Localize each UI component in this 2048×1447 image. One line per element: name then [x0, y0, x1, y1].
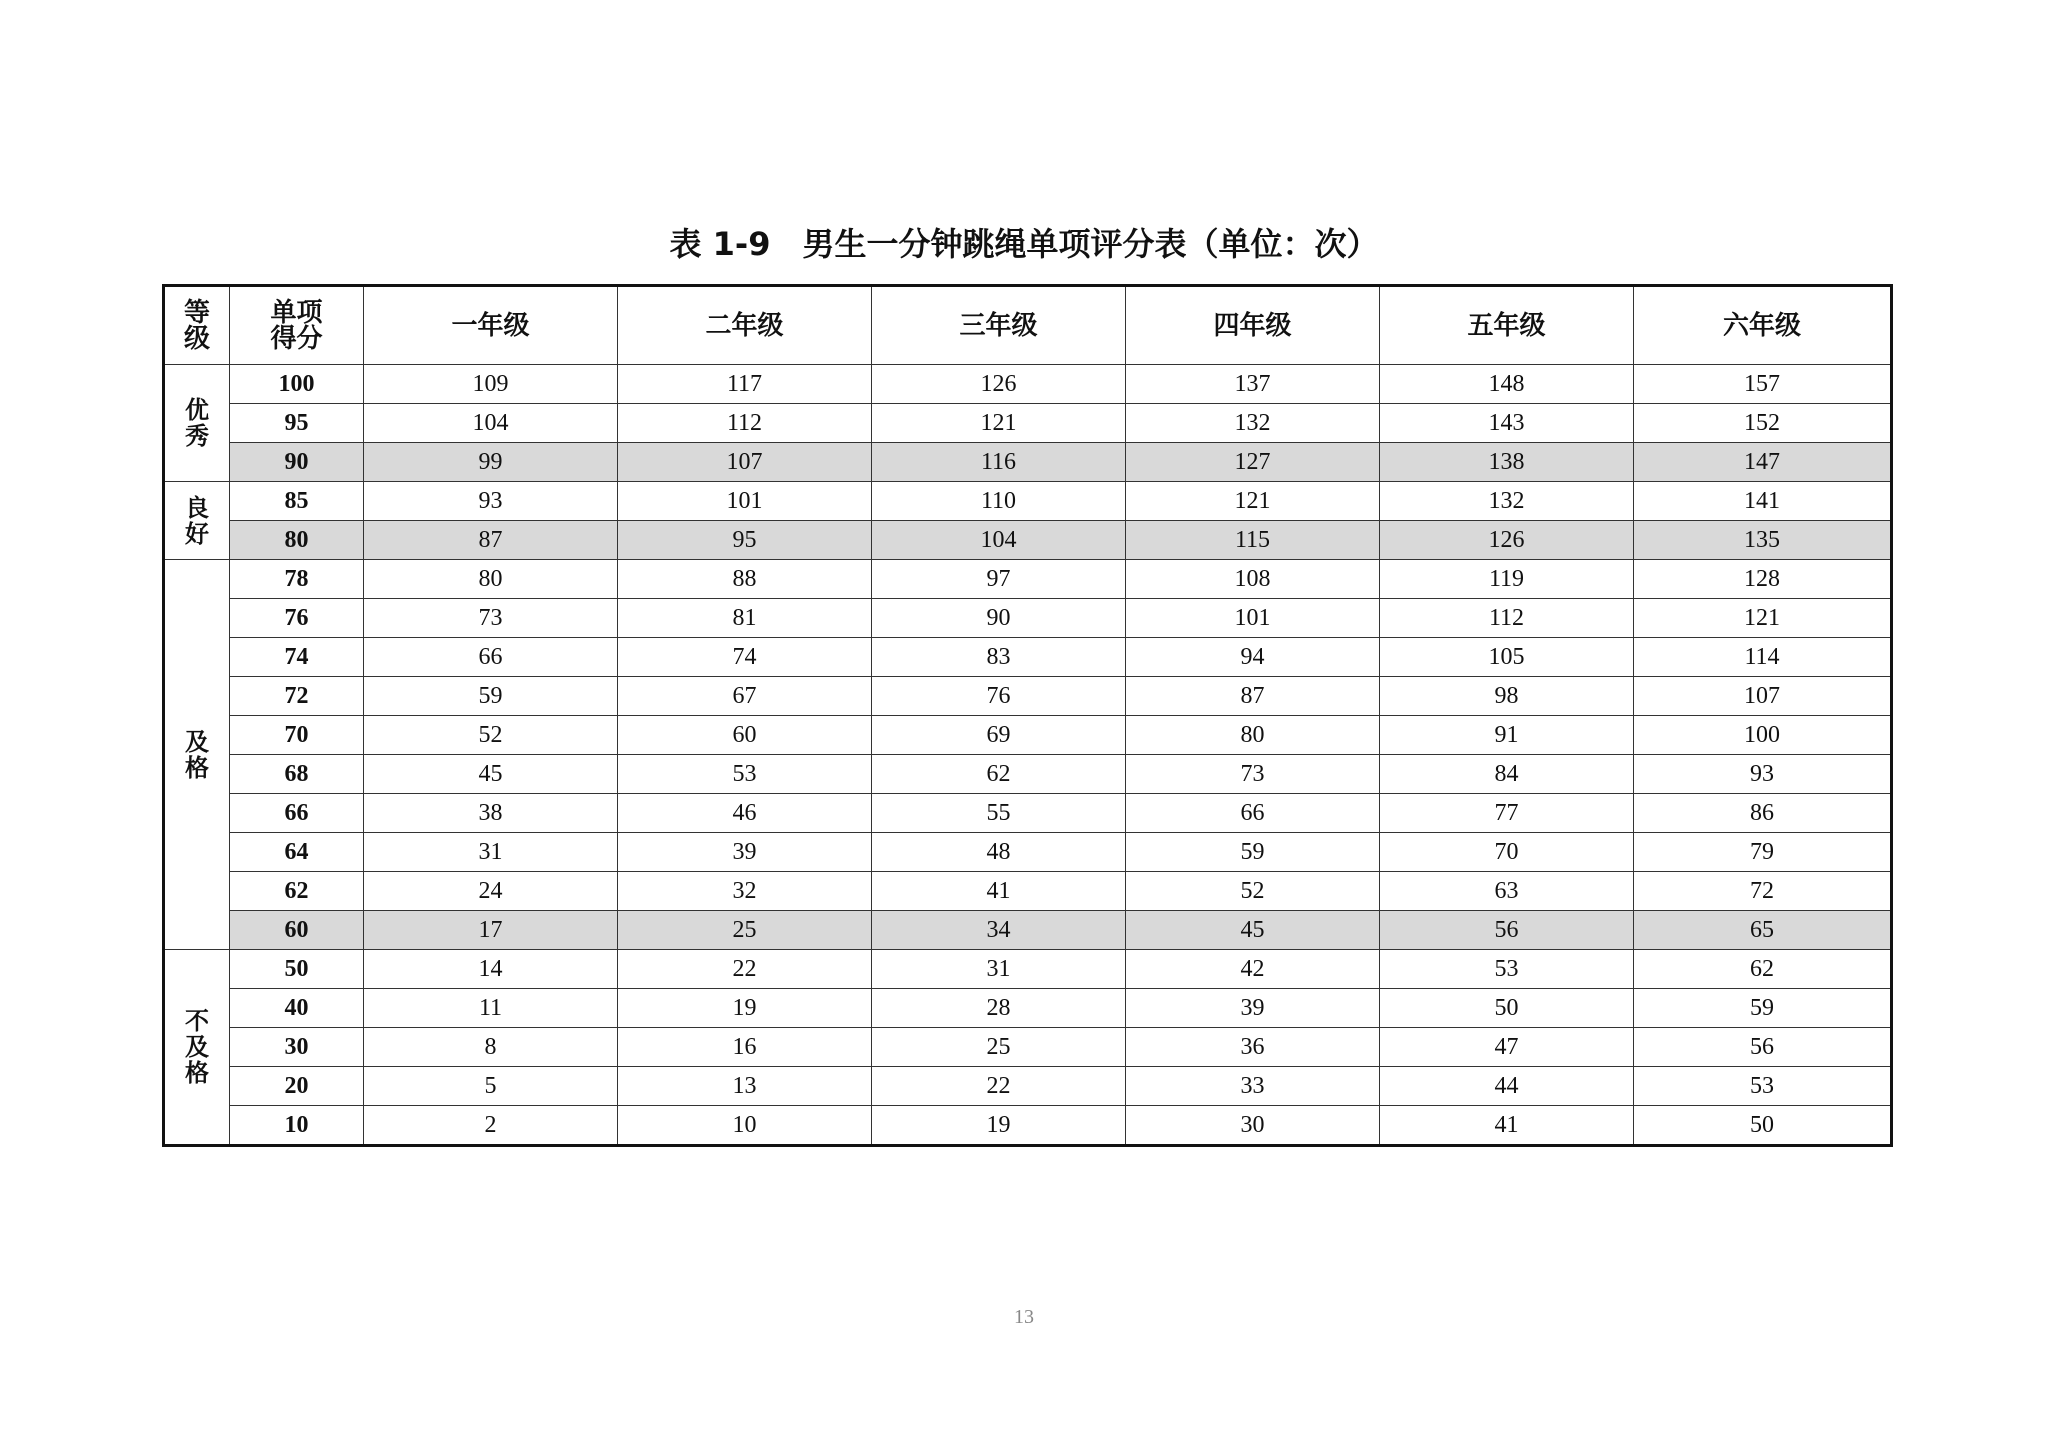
table-row	[164, 794, 1892, 833]
value-cell: 95	[618, 521, 872, 560]
value-cell: 132	[1126, 404, 1380, 443]
value-cell: 147	[1634, 443, 1892, 482]
value-cell: 11	[364, 989, 618, 1028]
value-cell: 112	[1380, 599, 1634, 638]
score-cell: 72	[230, 677, 364, 716]
table-row	[164, 872, 1892, 911]
value-cell: 141	[1634, 482, 1892, 521]
value-cell: 148	[1380, 365, 1634, 404]
value-cell: 53	[618, 755, 872, 794]
value-cell: 91	[1380, 716, 1634, 755]
value-cell: 127	[1126, 443, 1380, 482]
value-cell: 36	[1126, 1028, 1380, 1067]
value-cell: 80	[1126, 716, 1380, 755]
value-cell: 14	[364, 950, 618, 989]
score-cell: 76	[230, 599, 364, 638]
value-cell: 67	[618, 677, 872, 716]
grade-level-cell: 及 格	[164, 560, 230, 950]
value-cell: 44	[1380, 1067, 1634, 1106]
value-cell: 77	[1380, 794, 1634, 833]
value-cell: 80	[364, 560, 618, 599]
value-cell: 98	[1380, 677, 1634, 716]
value-cell: 107	[618, 443, 872, 482]
value-cell: 52	[364, 716, 618, 755]
score-cell: 30	[230, 1028, 364, 1067]
value-cell: 62	[872, 755, 1126, 794]
table-body	[164, 365, 1892, 1146]
value-cell: 60	[618, 716, 872, 755]
score-cell: 68	[230, 755, 364, 794]
value-cell: 104	[364, 404, 618, 443]
value-cell: 116	[872, 443, 1126, 482]
table-row	[164, 560, 1892, 599]
value-cell: 97	[872, 560, 1126, 599]
value-cell: 65	[1634, 911, 1892, 950]
value-cell: 16	[618, 1028, 872, 1067]
value-cell: 73	[1126, 755, 1380, 794]
score-cell: 95	[230, 404, 364, 443]
value-cell: 101	[1126, 599, 1380, 638]
value-cell: 90	[872, 599, 1126, 638]
value-cell: 33	[1126, 1067, 1380, 1106]
value-cell: 39	[618, 833, 872, 872]
value-cell: 87	[364, 521, 618, 560]
value-cell: 121	[1126, 482, 1380, 521]
page-number: 13	[1014, 1306, 1034, 1328]
value-cell: 8	[364, 1028, 618, 1067]
value-cell: 41	[872, 872, 1126, 911]
header-grade: 等 级	[164, 286, 230, 365]
table-row	[164, 989, 1892, 1028]
table-row	[164, 365, 1892, 404]
value-cell: 112	[618, 404, 872, 443]
header-grade-6: 六年级	[1634, 286, 1892, 365]
value-cell: 79	[1634, 833, 1892, 872]
value-cell: 53	[1380, 950, 1634, 989]
value-cell: 22	[872, 1067, 1126, 1106]
value-cell: 39	[1126, 989, 1380, 1028]
value-cell: 17	[364, 911, 618, 950]
value-cell: 50	[1380, 989, 1634, 1028]
value-cell: 76	[872, 677, 1126, 716]
value-cell: 31	[364, 833, 618, 872]
grade-level-cell: 良 好	[164, 482, 230, 560]
table-row	[164, 521, 1892, 560]
value-cell: 137	[1126, 365, 1380, 404]
score-cell: 64	[230, 833, 364, 872]
value-cell: 99	[364, 443, 618, 482]
value-cell: 108	[1126, 560, 1380, 599]
value-cell: 70	[1380, 833, 1634, 872]
value-cell: 19	[872, 1106, 1126, 1146]
value-cell: 5	[364, 1067, 618, 1106]
value-cell: 101	[618, 482, 872, 521]
value-cell: 138	[1380, 443, 1634, 482]
value-cell: 13	[618, 1067, 872, 1106]
value-cell: 2	[364, 1106, 618, 1146]
value-cell: 84	[1380, 755, 1634, 794]
value-cell: 46	[618, 794, 872, 833]
value-cell: 100	[1634, 716, 1892, 755]
table-row	[164, 599, 1892, 638]
score-cell: 62	[230, 872, 364, 911]
value-cell: 93	[1634, 755, 1892, 794]
score-cell: 85	[230, 482, 364, 521]
table-row	[164, 482, 1892, 521]
value-cell: 86	[1634, 794, 1892, 833]
table-row	[164, 1106, 1892, 1146]
value-cell: 10	[618, 1106, 872, 1146]
value-cell: 30	[1126, 1106, 1380, 1146]
table-row	[164, 404, 1892, 443]
value-cell: 119	[1380, 560, 1634, 599]
table-row	[164, 443, 1892, 482]
header-row	[164, 286, 1892, 365]
value-cell: 59	[364, 677, 618, 716]
value-cell: 22	[618, 950, 872, 989]
score-cell: 60	[230, 911, 364, 950]
value-cell: 72	[1634, 872, 1892, 911]
score-cell: 74	[230, 638, 364, 677]
value-cell: 73	[364, 599, 618, 638]
value-cell: 126	[872, 365, 1126, 404]
table-row	[164, 911, 1892, 950]
value-cell: 88	[618, 560, 872, 599]
value-cell: 74	[618, 638, 872, 677]
header-score: 单项 得分	[230, 286, 364, 365]
value-cell: 87	[1126, 677, 1380, 716]
value-cell: 48	[872, 833, 1126, 872]
score-cell: 70	[230, 716, 364, 755]
header-grade-1: 一年级	[364, 286, 618, 365]
score-cell: 90	[230, 443, 364, 482]
table-row	[164, 950, 1892, 989]
value-cell: 38	[364, 794, 618, 833]
table-row	[164, 1028, 1892, 1067]
score-cell: 100	[230, 365, 364, 404]
value-cell: 63	[1380, 872, 1634, 911]
value-cell: 25	[618, 911, 872, 950]
value-cell: 66	[364, 638, 618, 677]
value-cell: 126	[1380, 521, 1634, 560]
score-table	[162, 284, 1893, 1147]
value-cell: 59	[1126, 833, 1380, 872]
score-cell: 40	[230, 989, 364, 1028]
table-row	[164, 716, 1892, 755]
value-cell: 109	[364, 365, 618, 404]
score-cell: 10	[230, 1106, 364, 1146]
value-cell: 104	[872, 521, 1126, 560]
value-cell: 117	[618, 365, 872, 404]
score-cell: 20	[230, 1067, 364, 1106]
grade-level-cell: 不 及 格	[164, 950, 230, 1146]
value-cell: 45	[364, 755, 618, 794]
value-cell: 50	[1634, 1106, 1892, 1146]
page-title: 表 1-9 男生一分钟跳绳单项评分表（单位：次）	[669, 225, 1379, 263]
score-cell: 80	[230, 521, 364, 560]
header-grade-3: 三年级	[872, 286, 1126, 365]
value-cell: 81	[618, 599, 872, 638]
value-cell: 62	[1634, 950, 1892, 989]
table-row	[164, 833, 1892, 872]
value-cell: 157	[1634, 365, 1892, 404]
value-cell: 59	[1634, 989, 1892, 1028]
value-cell: 121	[1634, 599, 1892, 638]
value-cell: 45	[1126, 911, 1380, 950]
value-cell: 32	[618, 872, 872, 911]
value-cell: 25	[872, 1028, 1126, 1067]
value-cell: 56	[1634, 1028, 1892, 1067]
value-cell: 93	[364, 482, 618, 521]
value-cell: 121	[872, 404, 1126, 443]
value-cell: 143	[1380, 404, 1634, 443]
value-cell: 42	[1126, 950, 1380, 989]
value-cell: 69	[872, 716, 1126, 755]
value-cell: 110	[872, 482, 1126, 521]
value-cell: 135	[1634, 521, 1892, 560]
value-cell: 132	[1380, 482, 1634, 521]
value-cell: 94	[1126, 638, 1380, 677]
value-cell: 105	[1380, 638, 1634, 677]
header-grade-2: 二年级	[618, 286, 872, 365]
table-row	[164, 1067, 1892, 1106]
score-cell: 78	[230, 560, 364, 599]
value-cell: 52	[1126, 872, 1380, 911]
score-cell: 66	[230, 794, 364, 833]
table-row	[164, 638, 1892, 677]
value-cell: 41	[1380, 1106, 1634, 1146]
table-row	[164, 755, 1892, 794]
value-cell: 55	[872, 794, 1126, 833]
score-cell: 50	[230, 950, 364, 989]
value-cell: 24	[364, 872, 618, 911]
grade-level-cell: 优 秀	[164, 365, 230, 482]
value-cell: 107	[1634, 677, 1892, 716]
value-cell: 31	[872, 950, 1126, 989]
value-cell: 53	[1634, 1067, 1892, 1106]
value-cell: 115	[1126, 521, 1380, 560]
value-cell: 152	[1634, 404, 1892, 443]
value-cell: 66	[1126, 794, 1380, 833]
header-grade-5: 五年级	[1380, 286, 1634, 365]
value-cell: 47	[1380, 1028, 1634, 1067]
value-cell: 28	[872, 989, 1126, 1028]
table-row	[164, 677, 1892, 716]
value-cell: 19	[618, 989, 872, 1028]
value-cell: 56	[1380, 911, 1634, 950]
value-cell: 128	[1634, 560, 1892, 599]
value-cell: 83	[872, 638, 1126, 677]
value-cell: 114	[1634, 638, 1892, 677]
value-cell: 34	[872, 911, 1126, 950]
header-grade-4: 四年级	[1126, 286, 1380, 365]
